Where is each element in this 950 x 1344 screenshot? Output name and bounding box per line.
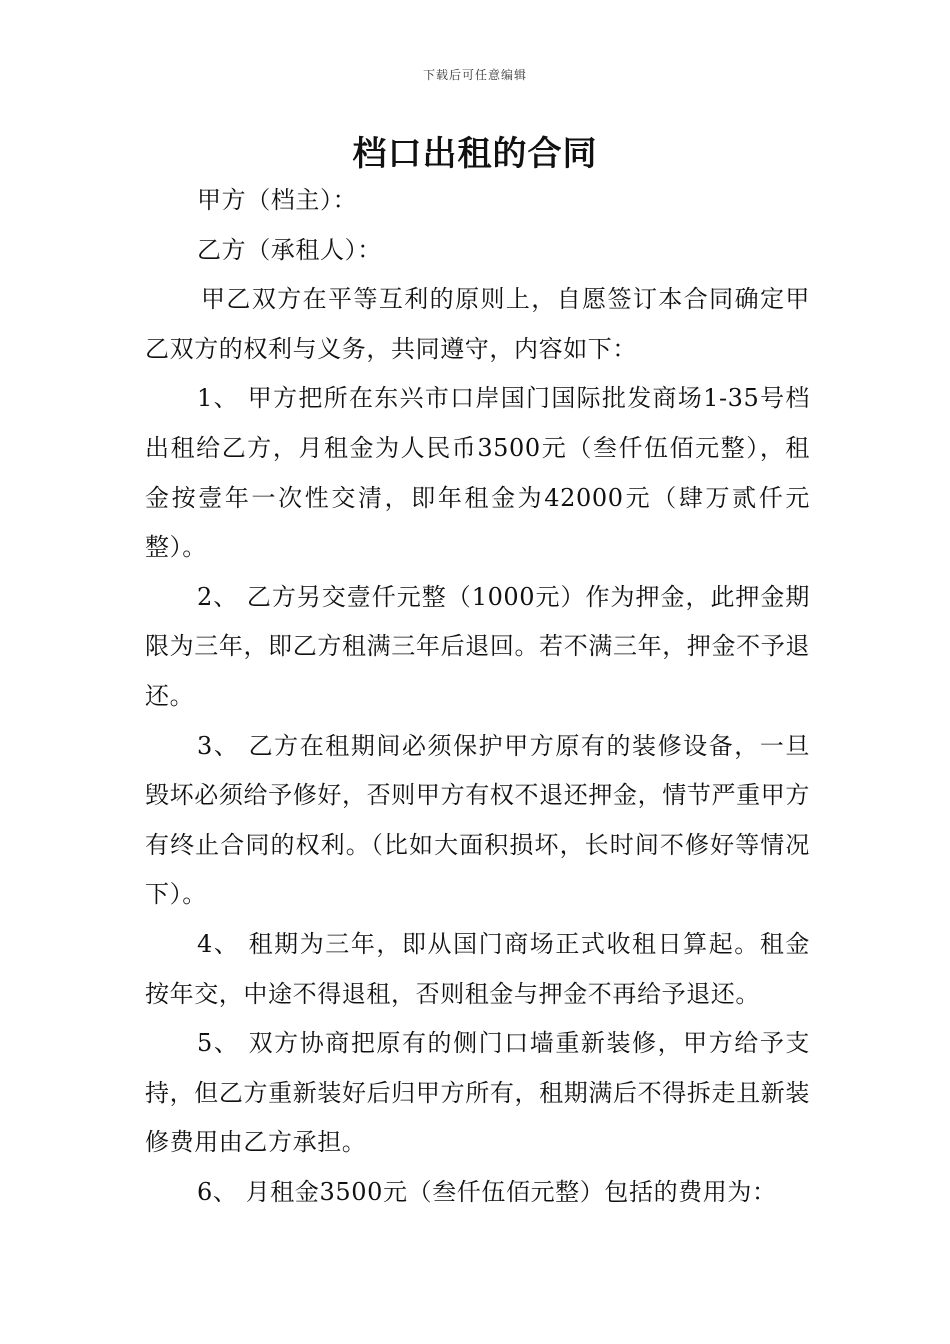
party-a-line: 甲方（档主）： — [197, 186, 358, 214]
clause-6: 6、 月租金3500元（叁仟伍佰元整）包括的费用为： — [197, 1177, 777, 1206]
intro-paragraph: 甲乙双方在平等互利的原则上，自愿签订本合同确定甲乙双方的权利与义务，共同遵守，内容如下： — [145, 285, 810, 363]
party-b-line: 乙方（承租人）： — [197, 235, 382, 264]
clause-4: 4、 租期为三年，即从国门商场正式收租日算起。租金按年交，中途不得退租，否则租金与押金不再给予退还。 — [145, 929, 810, 1008]
clause-2: 2、 乙方另交壹仟元整（1000元）作为押金，此押金期限为三年，即乙方租满三年后退回。若不满三年，押金不予退还。 — [145, 582, 810, 710]
clause-3: 3、 乙方在租期间必须保护甲方原有的装修设备，一旦毁坏必须给予修好，否则甲方有权不退还押金，情节严重甲方有终止合同的权利。（比如大面积损坏，长时间不修好等情况下）。 — [145, 731, 810, 909]
clause-1: 1、 甲方把所在东兴市口岸国门国际批发商场1-35号档出租给乙方，月租金为人民币3500元（叁仟伍佰元整），租金按壹年一次性交清，即年租金为42000元（肆万贰仟元整）。 — [145, 384, 810, 562]
clause-5: 5、 双方协商把原有的侧门口墙重新装修，甲方给予支持，但乙方重新装好后归甲方所有，租期满后不得拆走且新装修费用由乙方承担。 — [145, 1029, 810, 1157]
document-title: 档口出租的合同 — [352, 134, 598, 174]
contract-body — [145, 176, 810, 1217]
header-note: 下载后可任意编辑 — [422, 68, 527, 82]
